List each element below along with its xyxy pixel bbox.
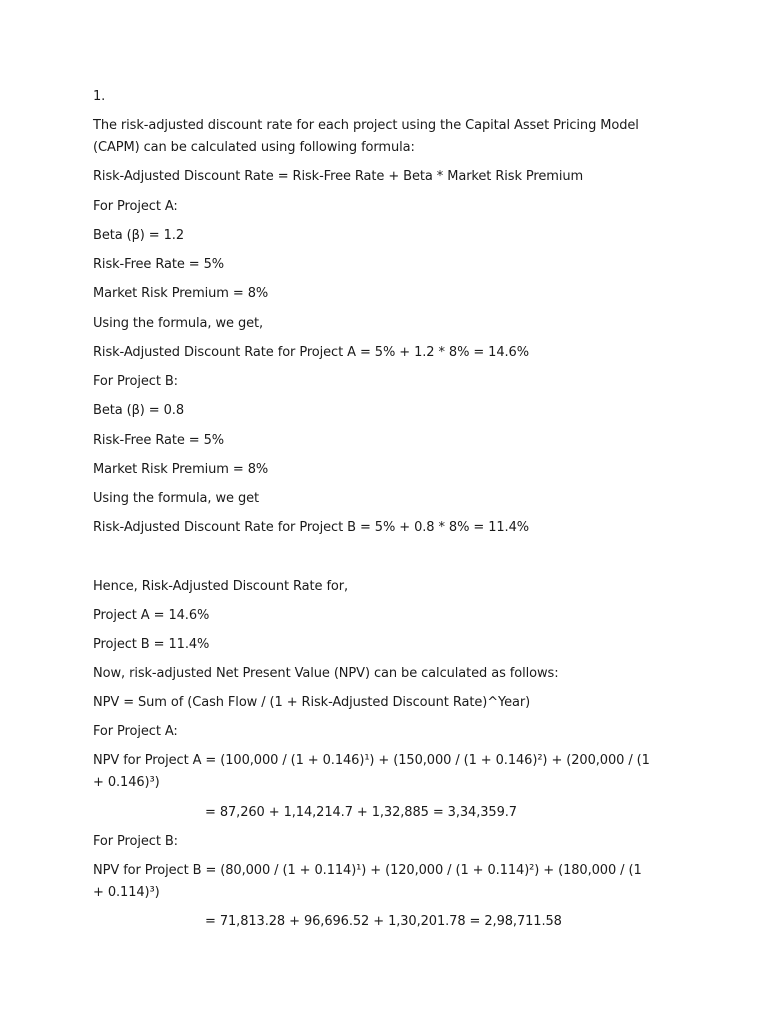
using-formula-b: Using the formula, we get [93,491,259,506]
project-b-header: For Project B: [93,374,178,389]
npv-a-result: = 87,260 + 1,14,214.7 + 1,32,885 = 3,34,359.7 [205,805,517,820]
npv-a-header: For Project A: [93,724,178,739]
project-a-risk-free: Risk-Free Rate = 5% [93,257,225,272]
project-b-premium: Market Risk Premium = 8% [93,462,269,477]
project-b-risk-free: Risk-Free Rate = 5% [93,433,225,448]
capm-formula: Risk-Adjusted Discount Rate = Risk-Free Rate + Beta * Market Risk Premium [93,169,584,184]
npv-b-header: For Project B: [93,834,178,849]
heading-number: 1. [93,89,106,104]
project-b-rate: Risk-Adjusted Discount Rate for Project B = 5% + 0.8 * 8% = 11.4% [93,520,530,535]
using-formula-a: Using the formula, we get, [93,316,264,331]
npv-a-calc: NPV for Project A = (100,000 / (1 + 0.146)¹) + (150,000 / (1 + 0.146)²) + (200,000 / (1 + 0.146)³) [93,753,650,790]
project-a-beta: Beta (β) = 1.2 [93,228,184,243]
project-b-beta: Beta (β) = 0.8 [93,403,184,418]
project-a-rate: Risk-Adjusted Discount Rate for Project A = 5% + 1.2 * 8% = 14.6% [93,345,529,360]
summary-a: Project A = 14.6% [93,608,210,623]
npv-formula: NPV = Sum of (Cash Flow / (1 + Risk-Adjusted Discount Rate)^Year) [93,695,531,710]
project-a-header: For Project A: [93,199,178,214]
summary-b: Project B = 11.4% [93,637,210,652]
npv-b-calc: NPV for Project B = (80,000 / (1 + 0.114)¹) + (120,000 / (1 + 0.114)²) + (180,000 / (1 + 0.114)³) [93,863,642,900]
npv-b-result: = 71,813.28 + 96,696.52 + 1,30,201.78 = 2,98,711.58 [205,914,562,929]
hence-line: Hence, Risk-Adjusted Discount Rate for, [93,579,349,594]
intro-paragraph: The risk-adjusted discount rate for each project using the Capital Asset Pricing Model (CAPM) can be calculated using following formula: [93,118,639,155]
npv-intro: Now, risk-adjusted Net Present Value (NPV) can be calculated as follows: [93,666,559,681]
project-a-premium: Market Risk Premium = 8% [93,286,269,301]
